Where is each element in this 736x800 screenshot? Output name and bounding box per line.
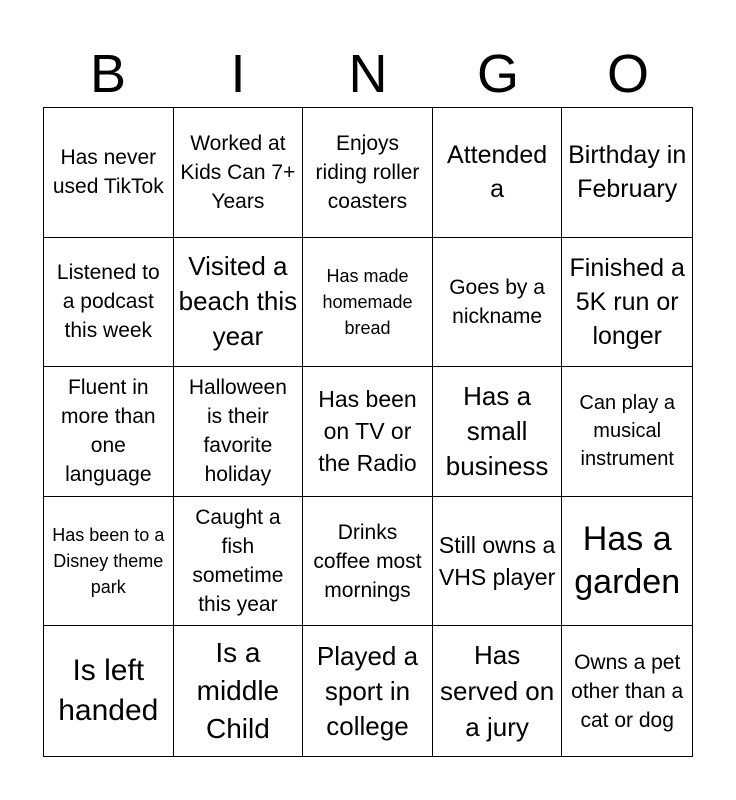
- header-letter-i: I: [230, 44, 246, 104]
- bingo-cell[interactable]: [433, 108, 563, 238]
- header-letter-g: G: [476, 44, 519, 104]
- bingo-header: [43, 44, 693, 104]
- bingo-cell[interactable]: [303, 367, 433, 497]
- cell-text: Has served on a jury: [440, 640, 555, 743]
- cell-text: Enjoys riding roller coasters: [315, 131, 420, 213]
- cell-text: Fluent in more than one language: [61, 376, 156, 487]
- bingo-cell[interactable]: [174, 497, 304, 627]
- cell-text: Attended a: [447, 141, 548, 204]
- bingo-cell[interactable]: [562, 238, 692, 368]
- bingo-cell[interactable]: [44, 626, 174, 756]
- bingo-cell[interactable]: [433, 238, 563, 368]
- bingo-card-grid: [43, 107, 693, 757]
- cell-text: Visited a beach this year: [178, 251, 298, 352]
- bingo-cell[interactable]: [303, 238, 433, 368]
- bingo-cell[interactable]: [174, 367, 304, 497]
- cell-text: Caught a fish sometime this year: [192, 506, 284, 617]
- cell-text: Can play a musical instrument: [579, 392, 675, 471]
- cell-text: Has a garden: [574, 520, 681, 602]
- bingo-cell[interactable]: [562, 626, 692, 756]
- cell-text: Has been on TV or the Radio: [318, 386, 417, 477]
- cell-text: Is left handed: [58, 654, 159, 728]
- bingo-cell[interactable]: [44, 238, 174, 368]
- cell-text: Worked at Kids Can 7+ Years: [180, 131, 296, 213]
- cell-text: Drinks coffee most mornings: [313, 520, 422, 602]
- bingo-cell[interactable]: [303, 497, 433, 627]
- bingo-cell[interactable]: [562, 367, 692, 497]
- bingo-cell[interactable]: [433, 367, 563, 497]
- cell-text: Played a sport in college: [316, 640, 419, 741]
- header-letter-o: O: [606, 44, 649, 104]
- bingo-cell[interactable]: [44, 497, 174, 627]
- bingo-cell[interactable]: [433, 497, 563, 627]
- bingo-cell[interactable]: [433, 626, 563, 756]
- header-letter-n: N: [348, 44, 388, 104]
- cell-text: Has been to a Disney theme park: [52, 525, 165, 598]
- cell-text: Has never used TikTok: [52, 146, 164, 199]
- bingo-cell[interactable]: [562, 497, 692, 627]
- bingo-cell[interactable]: [44, 108, 174, 238]
- cell-text: Finished a 5K run or longer: [569, 253, 685, 350]
- header-letter-b: B: [89, 44, 127, 104]
- cell-text: Goes by a nickname: [449, 275, 545, 328]
- bingo-cell[interactable]: [174, 238, 304, 368]
- cell-text: Has a small business: [445, 380, 549, 481]
- cell-text: Listened to a podcast this week: [56, 261, 160, 343]
- bingo-cell[interactable]: [44, 367, 174, 497]
- cell-text: Owns a pet other than a cat or dog: [571, 650, 684, 732]
- cell-text: Birthday in February: [568, 141, 687, 204]
- bingo-cell[interactable]: [303, 626, 433, 756]
- cell-text: Has made homemade bread: [322, 265, 413, 338]
- cell-text: Halloween is their favorite holiday: [188, 376, 287, 487]
- bingo-cell[interactable]: [303, 108, 433, 238]
- cell-text: Is a middle Child: [196, 637, 280, 745]
- bingo-cell[interactable]: [562, 108, 692, 238]
- cell-text: Still owns a VHS player: [438, 532, 556, 591]
- bingo-cell[interactable]: [174, 626, 304, 756]
- bingo-cell[interactable]: [174, 108, 304, 238]
